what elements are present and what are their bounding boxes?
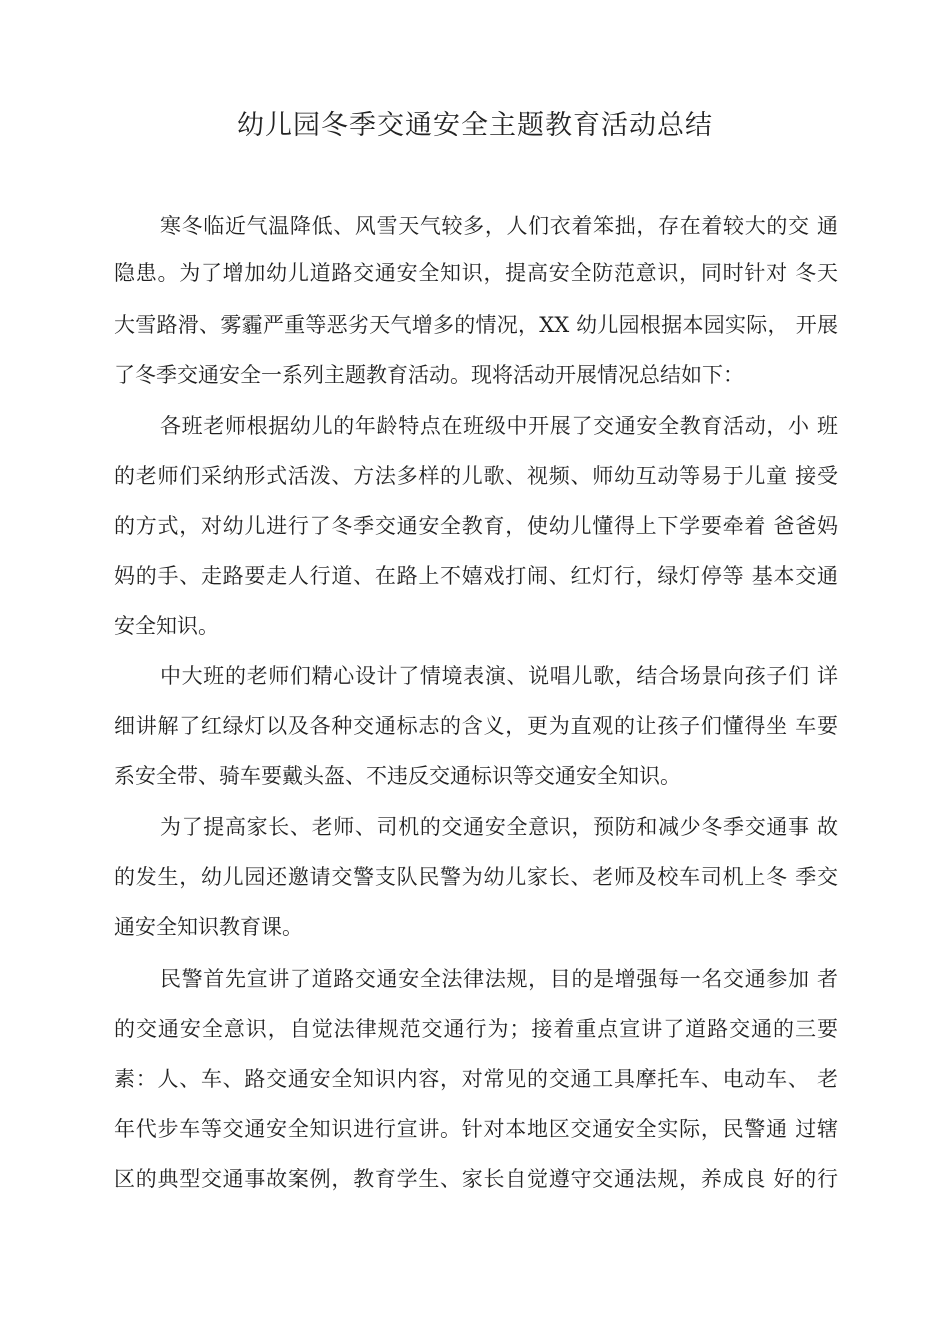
paragraph-line: 民警首先宣讲了道路交通安全法律法规，目的是增强每一名交通参加 者 bbox=[160, 967, 838, 991]
paragraph-line: 大雪路滑、雾霾严重等恶劣天气增多的情况，XX 幼儿园根据本园实际， 开展 bbox=[114, 313, 838, 337]
document-title: 幼儿园冬季交通安全主题教育活动总结 bbox=[237, 110, 713, 141]
paragraph-line: 的交通安全意识，自觉法律规范交通行为；接着重点宣讲了道路交通的三要 bbox=[114, 1017, 838, 1041]
paragraph-line: 各班老师根据幼儿的年龄特点在班级中开展了交通安全教育活动，小 班 bbox=[160, 414, 838, 438]
paragraph-line: 寒冬临近气温降低、风雪天气较多，人们衣着笨拙，存在着较大的交 通 bbox=[160, 214, 838, 238]
paragraph-line: 的老师们采纳形式活泼、方法多样的儿歌、视频、师幼互动等易于儿童 接受 bbox=[114, 464, 838, 488]
paragraph-line: 区的典型交通事故案例，教育学生、家长自觉遵守交通法规，养成良 好的行 bbox=[114, 1167, 838, 1191]
paragraph-line: 妈的手、走路要走人行道、在路上不嬉戏打闹、红灯行，绿灯停等 基本交通 bbox=[114, 564, 838, 588]
paragraph-line: 安全知识。 bbox=[114, 614, 219, 638]
paragraph-line: 的发生，幼儿园还邀请交警支队民警为幼儿家长、老师及校车司机上冬 季交 bbox=[114, 865, 838, 889]
paragraph-line: 通安全知识教育课。 bbox=[114, 915, 303, 939]
paragraph-line: 为了提高家长、老师、司机的交通安全意识，预防和减少冬季交通事 故 bbox=[160, 815, 838, 839]
paragraph-line: 了冬季交通安全一系列主题教育活动。现将活动开展情况总结如下： bbox=[114, 363, 744, 387]
paragraph-line: 中大班的老师们精心设计了情境表演、说唱儿歌，结合场景向孩子们 详 bbox=[160, 664, 838, 688]
paragraph-line: 的方式，对幼儿进行了冬季交通安全教育，使幼儿懂得上下学要牵着 爸爸妈 bbox=[114, 514, 838, 538]
paragraph-line: 隐患。为了增加幼儿道路交通安全知识，提高安全防范意识，同时针对 冬天 bbox=[114, 261, 838, 285]
paragraph-line: 系安全带、骑车要戴头盔、不违反交通标识等交通安全知识。 bbox=[114, 764, 681, 788]
paragraph-line: 年代步车等交通安全知识进行宣讲。针对本地区交通安全实际，民警通 过辖 bbox=[114, 1117, 838, 1141]
paragraph-line: 细讲解了红绿灯以及各种交通标志的含义，更为直观的让孩子们懂得坐 车要 bbox=[114, 714, 838, 738]
paragraph-line: 素：人、车、路交通安全知识内容，对常见的交通工具摩托车、电动车、 老 bbox=[114, 1067, 838, 1091]
